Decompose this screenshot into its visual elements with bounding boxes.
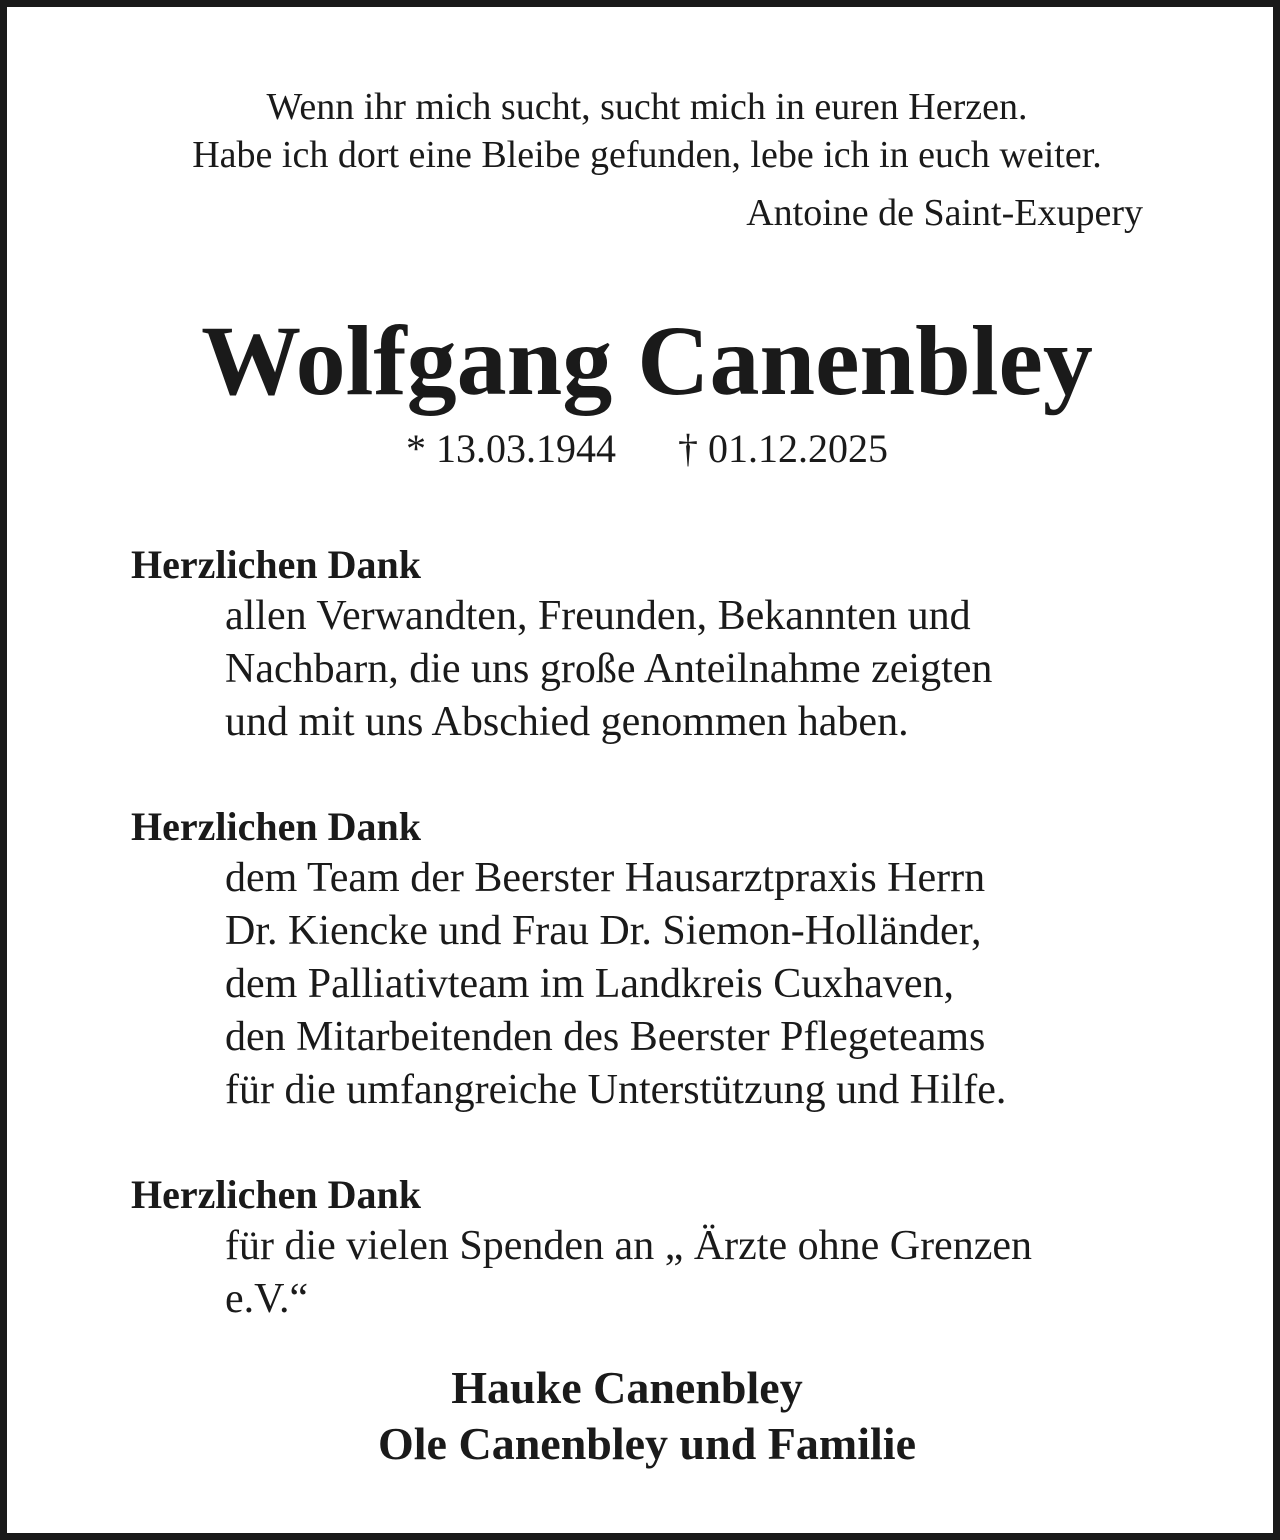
section-1-heading: Herzlichen Dank xyxy=(131,542,421,587)
quote-line-2: Habe ich dort eine Bleibe gefunden, lebe ich in euch weiter. xyxy=(192,134,1102,176)
section-2-heading: Herzlichen Dank xyxy=(131,804,421,849)
signature-line-1: Hauke Canenbley xyxy=(451,1362,803,1413)
section-1-line: Nachbarn, die uns große Anteilnahme zeigten xyxy=(225,646,993,692)
section-1-text xyxy=(225,590,992,749)
section-1-line: und mit uns Abschied genommen haben. xyxy=(225,699,909,745)
section-2-line: den Mitarbeitenden des Beerster Pflegeteams xyxy=(225,1014,986,1060)
section-2-line: Dr. Kiencke und Frau Dr. Siemon-Holländer, xyxy=(225,908,982,954)
section-1-line: allen Verwandten, Freunden, Bekannten und xyxy=(225,593,971,639)
death-date: † 01.12.2025 xyxy=(678,426,888,471)
deceased-name: Wolfgang Canenbley xyxy=(201,305,1093,416)
life-dates xyxy=(7,425,1280,472)
signature-line-2: Ole Canenbley und Familie xyxy=(378,1418,916,1469)
quote-line-1: Wenn ihr mich sucht, sucht mich in euren Herzen. xyxy=(266,86,1028,128)
quote-author: Antoine de Saint-Exupery xyxy=(746,192,1143,234)
section-3-line: e.V.“ xyxy=(225,1276,309,1322)
section-2-line: dem Palliativteam im Landkreis Cuxhaven, xyxy=(225,961,954,1007)
section-3-heading: Herzlichen Dank xyxy=(131,1172,421,1217)
section-3-line: für die vielen Spenden an „ Ärzte ohne Grenzen xyxy=(225,1223,1032,1269)
section-2-line: dem Team der Beerster Hausarztpraxis Herrn xyxy=(225,855,986,901)
birth-date: * 13.03.1944 xyxy=(406,426,616,471)
section-3-text xyxy=(225,1220,1032,1326)
section-2-line: für die umfangreiche Unterstützung und Hilfe. xyxy=(225,1067,1007,1113)
section-2-text xyxy=(225,852,1006,1117)
